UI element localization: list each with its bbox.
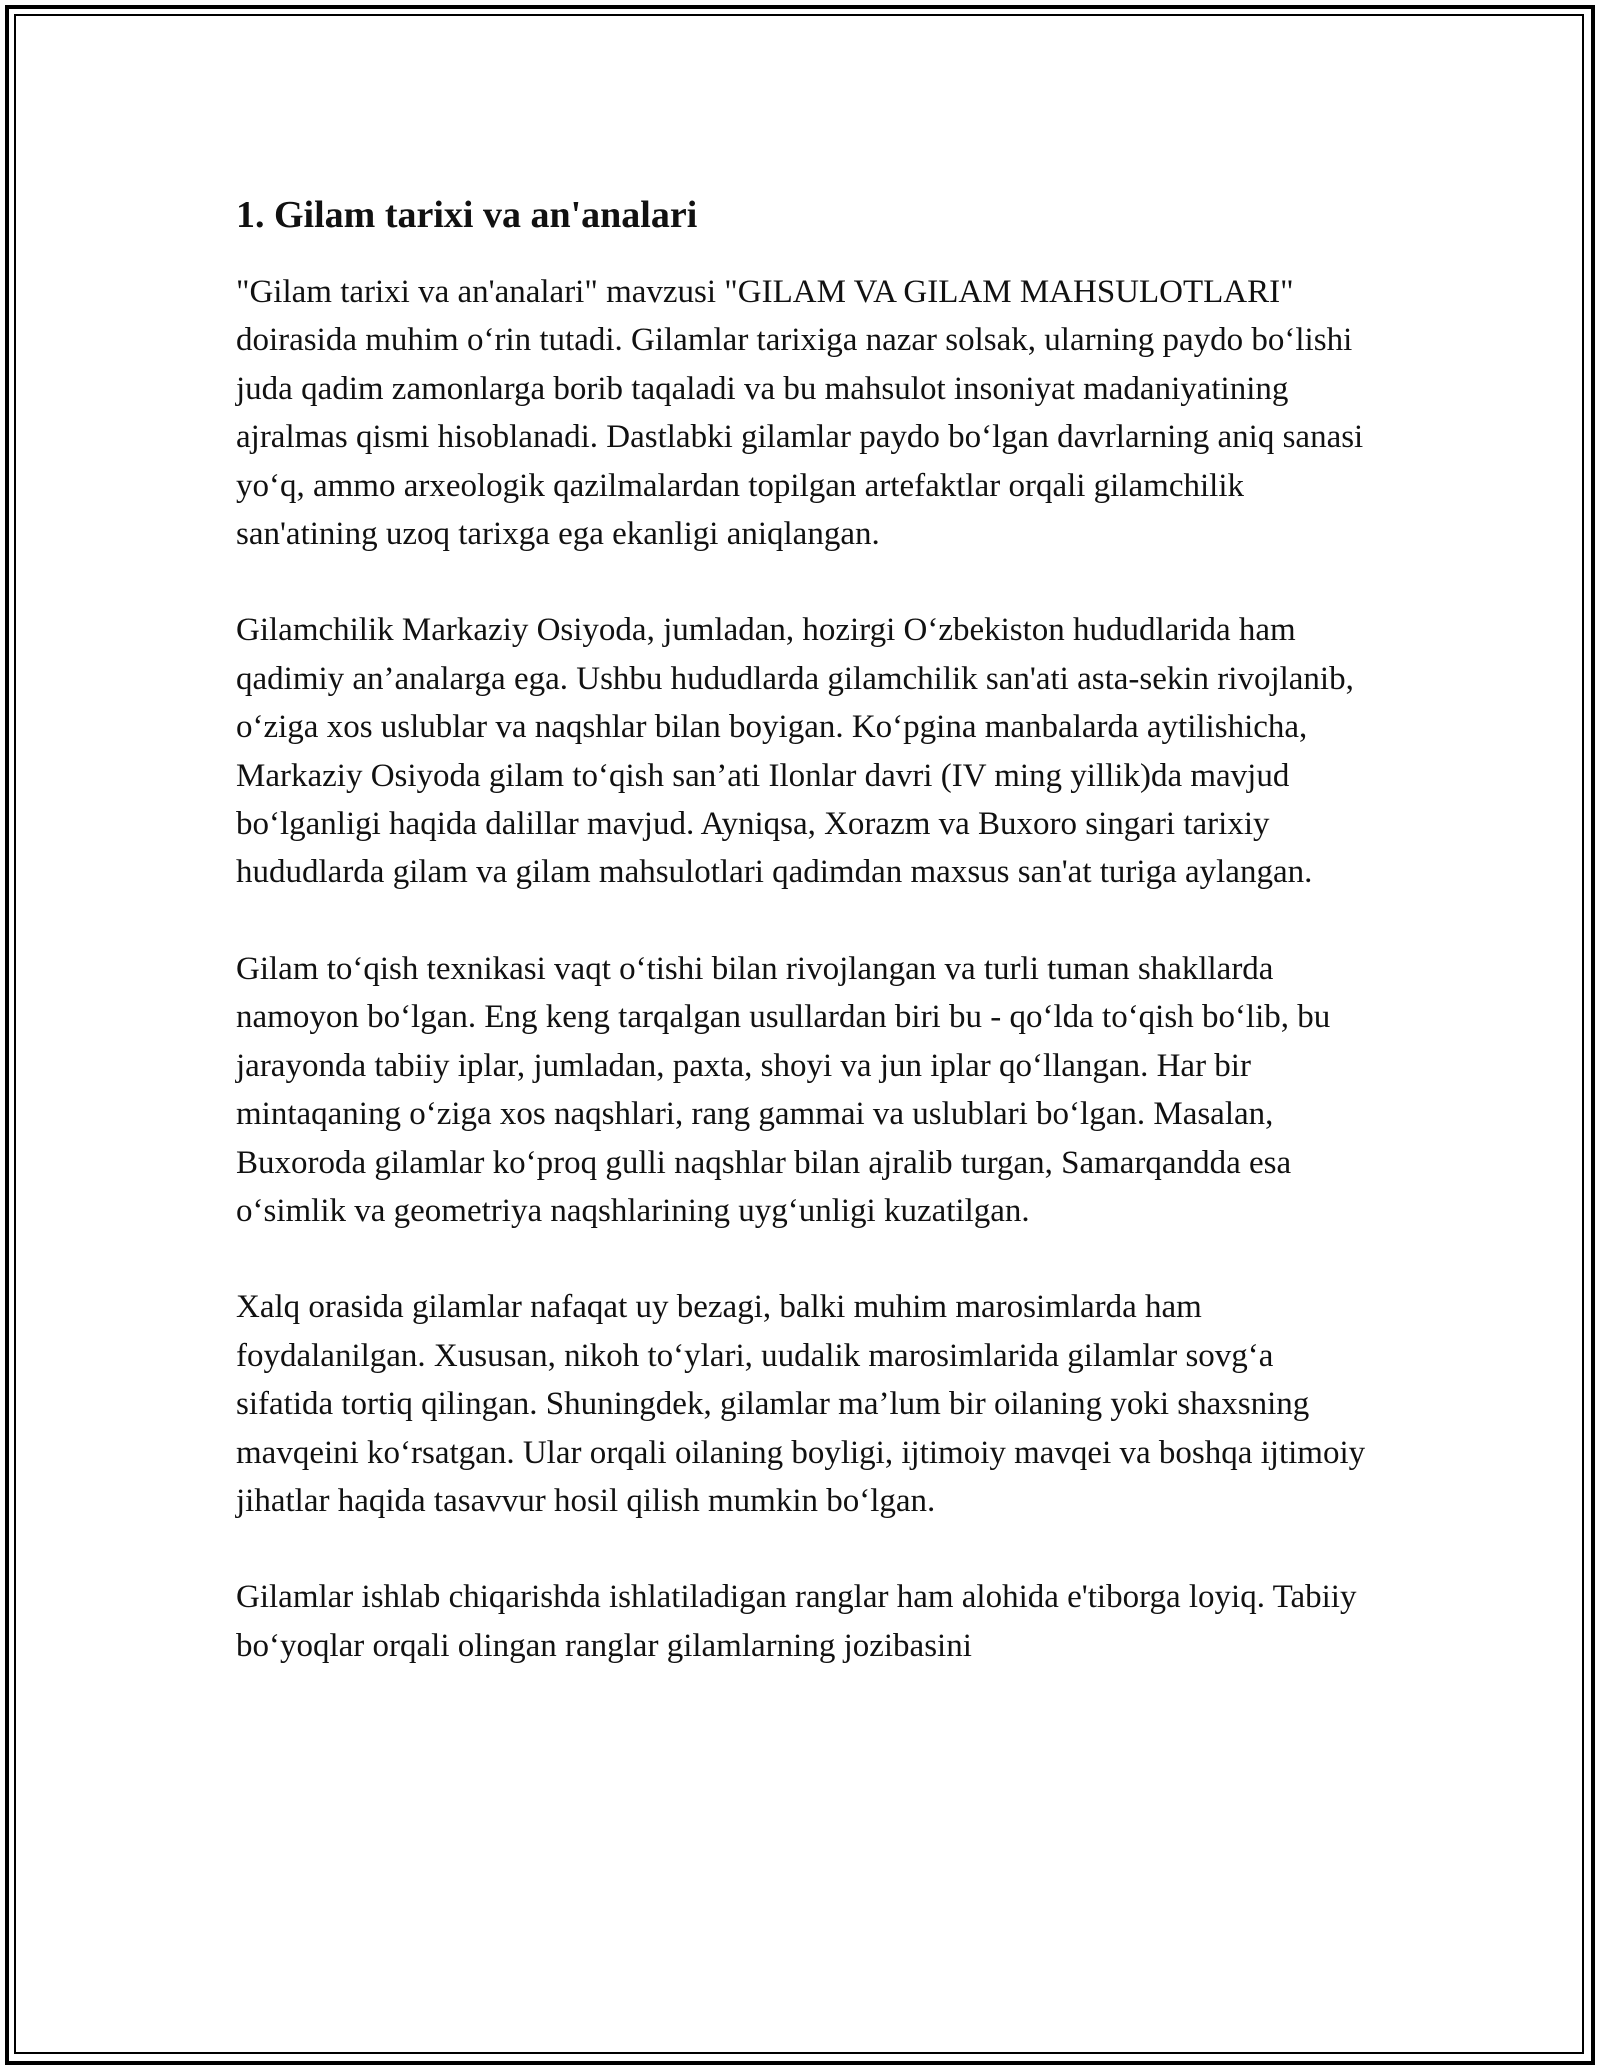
paragraph-4: Xalq orasida gilamlar nafaqat uy bezagi, balki muhim marosimlarda ham foydalanilgan. Xususan, nikoh to‘ylari, uudalik marosimlarida gilamlar sovg‘a sifatida tortiq qilingan. Shuningdek, gilamlar ma’lum bir oilaning yoki shaxsning mavqeini ko‘rsatgan. Ular orqali oilaning boyligi, ijtimoiy mavqei va boshqa ijtimoiy jihatlar haqida tasavvur hosil qilish mumkin bo‘lgan. <box>236 1289 1366 1519</box>
paragraph-2: Gilamchilik Markaziy Osiyoda, jumladan, hozirgi O‘zbekiston hududlarida ham qadimiy an’analarga ega. Ushbu hududlarda gilamchilik san'ati asta-sekin rivojlanib, o‘ziga xos uslublar va naqshlar bilan boyigan. Ko‘pgina manbalarda aytilishicha, Markaziy Osiyoda gilam to‘qish san’ati Ilonlar davri (IV ming yillik)da mavjud bo‘lganligi haqida dalillar mavjud. Ayniqsa, Xorazm va Buxoro singari tarixiy hududlarda gilam va gilam mahsulotlari qadimdan maxsus san'at turiga aylangan. <box>236 612 1354 891</box>
document-body <box>236 190 1376 1718</box>
section-heading: 1. Gilam tarixi va an'analari <box>236 194 698 236</box>
paragraph-5: Gilamlar ishlab chiqarishda ishlatiladigan ranglar ham alohida e'tiborga loyiq. Tabiiy bo‘yoqlar orqali olingan ranglar gilamlarning jozibasini <box>236 1579 1357 1664</box>
paragraph-3: Gilam to‘qish texnikasi vaqt o‘tishi bilan rivojlangan va turli tuman shakllarda namoyon bo‘lgan. Eng keng tarqalgan usullardan biri bu - qo‘lda to‘qish bo‘lib, bu jarayonda tabiiy iplar, jumladan, paxta, shoyi va jun iplar qo‘llangan. Har bir mintaqaning o‘ziga xos naqshlari, rang gammai va uslublari bo‘lgan. Masalan, Buxoroda gilamlar ko‘proq gulli naqshlar bilan ajralib turgan, Samarqandda esa o‘simlik va geometriya naqshlarining uyg‘unligi kuzatilgan. <box>236 950 1331 1229</box>
paragraph-1: "Gilam tarixi va an'analari" mavzusi "GILAM VA GILAM MAHSULOTLARI" doirasida muhim o‘rin tutadi. Gilamlar tarixiga nazar solsak, ularning paydo bo‘lishi juda qadim zamonlarga borib taqaladi va bu mahsulot insoniyat madaniyatining ajralmas qismi hisoblanadi. Dastlabki gilamlar paydo bo‘lgan davrlarning aniq sanasi yo‘q, ammo arxeologik qazilmalardan topilgan artefaktlar orqali gilamchilik san'atining uzoq tarixga ega ekanligi aniqlangan. <box>236 274 1364 553</box>
